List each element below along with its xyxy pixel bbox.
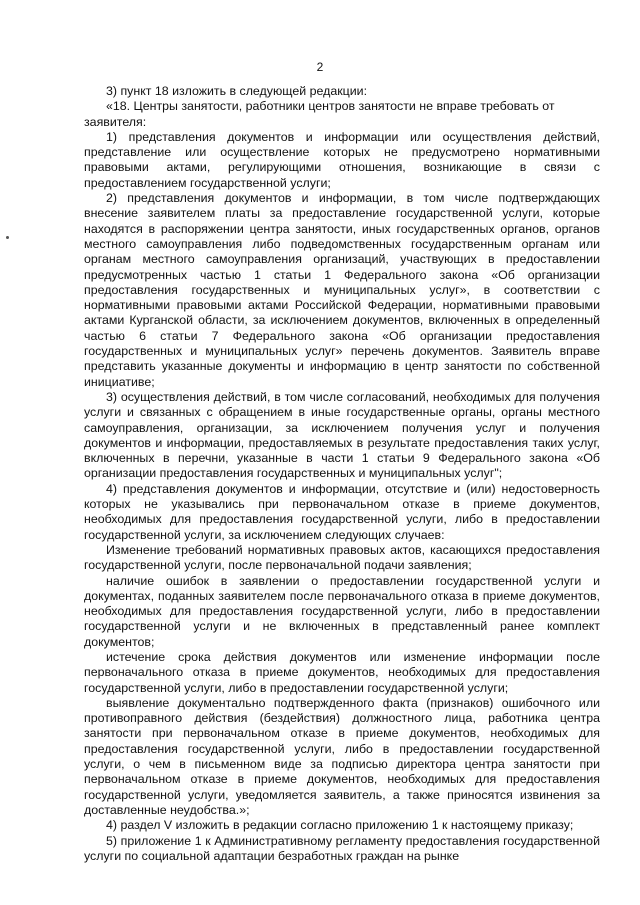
paragraph: «18. Центры занятости, работники центров занятости не вправе требовать от [106, 99, 555, 114]
paragraph: 1) представления документов и информации или осуществления действий, представление или осуществление которых не предусмотрено нормативными правовыми актами, регулирующими отношения, возникающие в связи с предоставлением государственной услуги; [84, 129, 600, 190]
document-body [84, 84, 600, 864]
paragraph: 3) осуществления действий, в том числе согласований, необходимых для получения услуги и связанных с обращением в иные государственные органы, органы местного самоуправления, организации, за исключением получения услуг и получения документов и информации, предоставляемых в результате предоставления таких услуг, включенных в перечни, указанные в части 1 статьи 9 Федерального закона «Об организации предоставления государственных и муниципальных услуг"; [84, 389, 600, 481]
page-number: 2 [316, 60, 324, 74]
paragraph: 5) приложение 1 к Административному регламенту предоставления государственной услуги по социальной адаптации безработных граждан на рынке [84, 833, 600, 863]
paragraph: 4) представления документов и информации, отсутствие и (или) недостоверность которых не указывались при первоначальном отказе в приеме документов, необходимых для предоставления государственной услуги, либо в предоставлении государственной услуги, за исключением следующих случаев: [84, 481, 600, 542]
margin-mark [6, 236, 9, 239]
paragraph: 3) пункт 18 изложить в следующей редакции: [106, 84, 368, 98]
paragraph: наличие ошибок в заявлении о предоставлении государственной услуги и документах, поданных заявителем после первоначального отказа в приеме документов, необходимых для предоставления государственной услуги, либо в предоставлении государственной услуги и не включенных в представленный ранее комплект документов; [84, 573, 600, 649]
paragraph: заявителя: [84, 114, 147, 129]
paragraph: выявление документально подтвержденного факта (признаков) ошибочного или противоправного действия (бездействия) должностного лица, работника центра занятости при первоначальном отказе в приеме документов, необходимых для предоставления государственной услуги, либо в предоставлении государственной услуги, о чем в письменном виде за подписью директора центра занятости при первоначальном отказе в приеме документов, необходимых для предоставления государственной услуги, уведомляется заявитель, а также приносятся извинения за доставленные неудобства.»; [84, 695, 600, 817]
paragraph: 2) представления документов и информации, в том числе подтверждающих внесение заявителем платы за предоставление государственной услуги, которые находятся в распоряжении центра занятости, иных государственных органов, органов местного самоуправления либо подведомственных государственным органам или органам местного самоуправления организаций, участвующих в предоставлении предусмотренных частью 1 статьи 1 Федерального закона «Об организации предоставления государственных и муниципальных услуг», в соответствии с нормативными правовыми актами Российской Федерации, нормативными правовыми актами Курганской области, за исключением документов, включенных в определенный частью 6 статьи 7 Федерального закона «Об организации предоставления государственных и муниципальных услуг» перечень документов. Заявитель вправе представить указанные документы и информацию в центр занятости по собственной инициативе; [84, 191, 600, 389]
paragraph: 4) раздел V изложить в редакции согласно приложению 1 к настоящему приказу; [106, 818, 574, 833]
paragraph: Изменение требований нормативных правовых актов, касающихся предоставления государственной услуги, после первоначальной подачи заявления; [84, 542, 600, 573]
paragraph: истечение срока действия документов или изменение информации после первоначального отказа в приеме документов, необходимых для предоставления государственной услуги, либо в предоставлении государственной услуги; [84, 649, 600, 695]
